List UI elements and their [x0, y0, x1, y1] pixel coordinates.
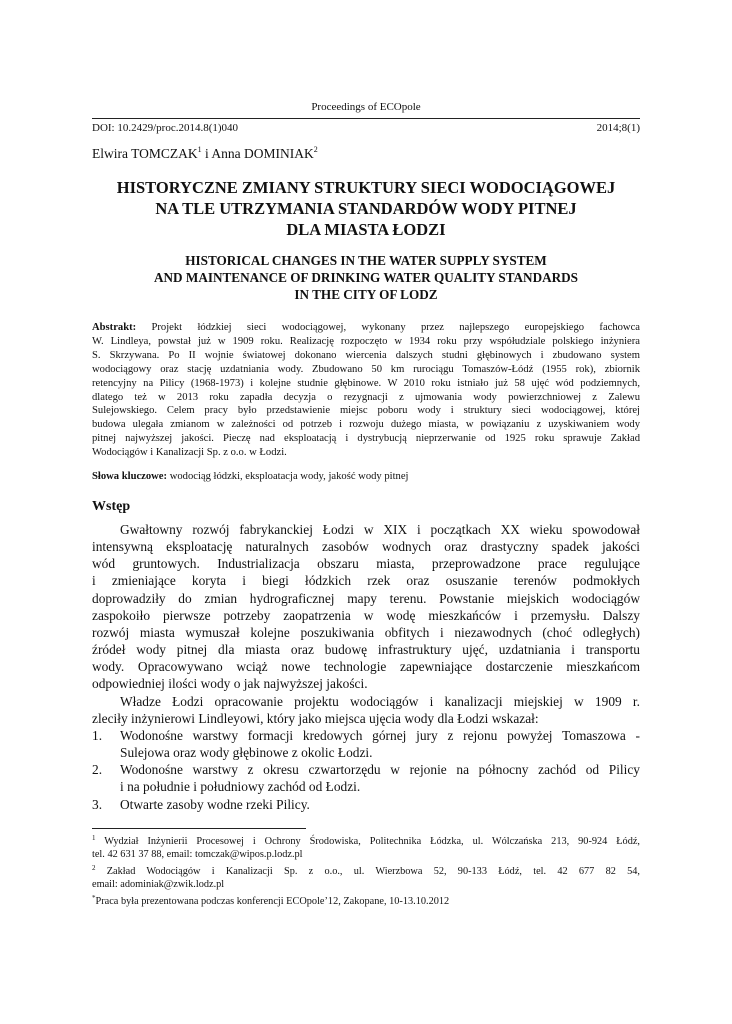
list-line: Wodonośne warstwy z okresu czwartorzędu w rejonie na północny zachód od Pilicy — [120, 762, 640, 778]
list-line: Otwarte zasoby wodne rzeki Pilicy. — [120, 796, 310, 812]
proceedings-header: Proceedings of ECOpole — [311, 101, 421, 113]
footnote-text: Zakład Wodociągów i Kanalizacji Sp. z o.o., ul. Wierzbowa 52, 90-133 Łódź, tel. 42 677 82 54, — [95, 865, 640, 877]
title-english-line: AND MAINTENANCE OF DRINKING WATER QUALITY STANDARDS — [154, 270, 578, 285]
paragraph-line: źródeł wody pitnej dla miasta oraz budowę infrastruktury ujęć, uzdatniania i transportu — [92, 642, 640, 658]
paragraph-line: doprowadziły do zmian hydrograficznej mapy terenu. Powstanie miejskich wodociągów — [92, 590, 640, 606]
section-heading: Wstęp — [92, 499, 131, 514]
footnote-mark: * — [92, 893, 96, 902]
paragraph-line: zaspokoiło pierwsze potrzeby zaopatrzenia w wodę mieszkańców i przemysłu. Dalszy — [92, 607, 640, 623]
footnote-line — [92, 862, 640, 879]
abstract-line: Sulejowskiego. Celem pracy było przedstawienie miejsc poboru wody i struktury sieci wodociągowej, której — [92, 405, 640, 417]
body-text — [92, 521, 640, 813]
author-2-affiliation-mark: 2 — [313, 145, 318, 154]
abstract-line: pitnej najwyższej jakości. Pieczę nad eksploatacją i dystrybucją nieprzerwanie od 1925 roku sprawuje Zakład — [92, 433, 640, 445]
footnote-line: email: adominiak@zwik.lodz.pl — [92, 878, 225, 890]
abstract-line: retencyjny na Pilicy (1968-1973) i kolejne studnie głębinowe. W 2010 roku istniało już 58 ujęć wód podziemnych, — [92, 377, 640, 389]
author-1: Elwira TOMCZAK — [92, 146, 198, 161]
list-body — [120, 727, 640, 761]
title-english — [92, 252, 640, 303]
paragraph-line: Władze Łodzi opracowanie projektu wodociągów i kanalizacji miejskiej w 1909 r. — [120, 693, 640, 709]
paragraph-line: rozwój miasta wymuszał kolejne poszukiwania obfitych i niezawodnych (choć odległych) — [92, 624, 640, 640]
footnote-mark: 1 — [92, 834, 96, 842]
title-polish-line: HISTORYCZNE ZMIANY STRUKTURY SIECI WODOCIĄGOWEJ — [116, 178, 616, 197]
author-1-affiliation-mark: 1 — [197, 145, 202, 154]
abstract-line: dlatego też w 2013 roku zapadła decyzja o rezygnacji z ujmowania wody powierzchniowej z Zalewu — [92, 391, 640, 403]
abstract — [92, 321, 640, 460]
list-item — [92, 727, 640, 761]
paragraph-line: intensywną eksploatację naturalnych zasobów wodnych oraz drastyczny spadek jakości — [92, 539, 640, 555]
list-body — [120, 796, 640, 813]
abstract-line-text: Projekt łódzkiej sieci wodociągowej, wykonany przez najlepszego europejskiego fachowca — [136, 322, 640, 333]
footnote-line — [92, 832, 640, 849]
title-english-line: IN THE CITY OF LODZ — [294, 287, 438, 302]
list-number: 1. — [92, 727, 103, 743]
footnote-divider — [92, 828, 306, 829]
list-line: Wodonośne warstwy formacji kredowych górnej jury z rejonu powyżej Tomaszowa - — [120, 727, 640, 743]
doi-text: DOI: 10.2429/proc.2014.8(1)040 — [92, 122, 239, 134]
abstract-line: W. Lindleya, powstał już w 1909 roku. Realizację rozpoczęto w 1934 roku przy współudziale polskiego inżyniera — [92, 335, 640, 347]
list-number: 3. — [92, 796, 103, 812]
author-line — [92, 145, 318, 162]
list-number: 2. — [92, 762, 103, 778]
author-2: Anna DOMINIAK — [211, 146, 314, 161]
keywords-text: wodociąg łódzki, eksploatacja wody, jakość wody pitnej — [167, 471, 409, 482]
footnote-text: Wydział Inżynierii Procesowej i Ochrony Środowiska, Politechnika Łódzka, ul. Wólczańska 213, 90-924 Łódź, — [95, 836, 640, 847]
title-english-line: HISTORICAL CHANGES IN THE WATER SUPPLY SYSTEM — [185, 253, 547, 268]
paragraph-line: wody. Opracowywano wciąż nowe technologie zapewniające dostarczenie mieszkańcom — [92, 659, 640, 675]
abstract-line: S. Skrzywana. Po II wojnie światowej dokonano wiercenia dalszych studni głębinowych i zbudowano system — [92, 349, 640, 361]
footnote-text: Praca była prezentowana podczas konferencji ECOpole’12, Zakopane, 10-13.10.2012 — [95, 895, 450, 907]
keywords — [92, 470, 640, 484]
abstract-line: wodociągowy oraz stację uzdatniania wody. Zbudowano 50 km rurociągu Tomaszów-Łódź (1955 rok), zbiornik — [92, 363, 640, 375]
abstract-line: Wodociągów i Kanalizacji Sp. z o.o. w Łodzi. — [92, 447, 287, 459]
author-connector: i — [201, 146, 212, 161]
list-body — [120, 761, 640, 795]
abstract-line — [92, 321, 640, 335]
paragraph-line: zleciły inżynierowi Lindleyowi, który jako miejsca ujęcia wody dla Łodzi wskazał: — [92, 710, 539, 726]
doi-row — [92, 118, 640, 134]
footnote-mark: 2 — [92, 863, 96, 872]
keywords-label: Słowa kluczowe: — [92, 471, 168, 482]
list-item — [92, 796, 640, 813]
paragraph-line: wód gruntowych. Industrializacja obszaru miasta, przeprowadzone prace regulujące — [92, 556, 640, 572]
footnote-line — [92, 892, 640, 909]
paragraph-line: i zmieniające koryta i biegi łódzkich rzek oraz osuszanie terenów podmokłych — [92, 573, 640, 589]
footnote-line: tel. 42 631 37 88, email: tomczak@wipos.p.lodz.pl — [92, 848, 303, 860]
list-line: i na południe i południowy zachód od Łodzi. — [120, 779, 361, 795]
footnotes — [92, 832, 640, 909]
title-polish-line: DLA MIASTA ŁODZI — [286, 220, 446, 239]
volume-text: 2014;8(1) — [596, 122, 640, 134]
list-line: Sulejowa oraz wody głębinowe z okolic Łodzi. — [120, 745, 373, 761]
abstract-label: Abstrakt: — [92, 322, 137, 333]
paragraph-line: odpowiedniej ilości wody o jak najwyższej jakości. — [92, 676, 368, 692]
title-polish — [92, 177, 640, 240]
title-polish-line: NA TLE UTRZYMANIA STANDARDÓW WODY PITNEJ — [155, 199, 577, 218]
list-item — [92, 761, 640, 795]
paragraph-line: Gwałtowny rozwój fabrykanckiej Łodzi w XIX i początkach XX wieku spowodował — [120, 522, 640, 537]
abstract-line: budowa ulegała zmianom w zależności od potrzeb i rozwoju dużego miasta, w powiązaniu z uzyskiwaniem wody — [92, 419, 640, 431]
